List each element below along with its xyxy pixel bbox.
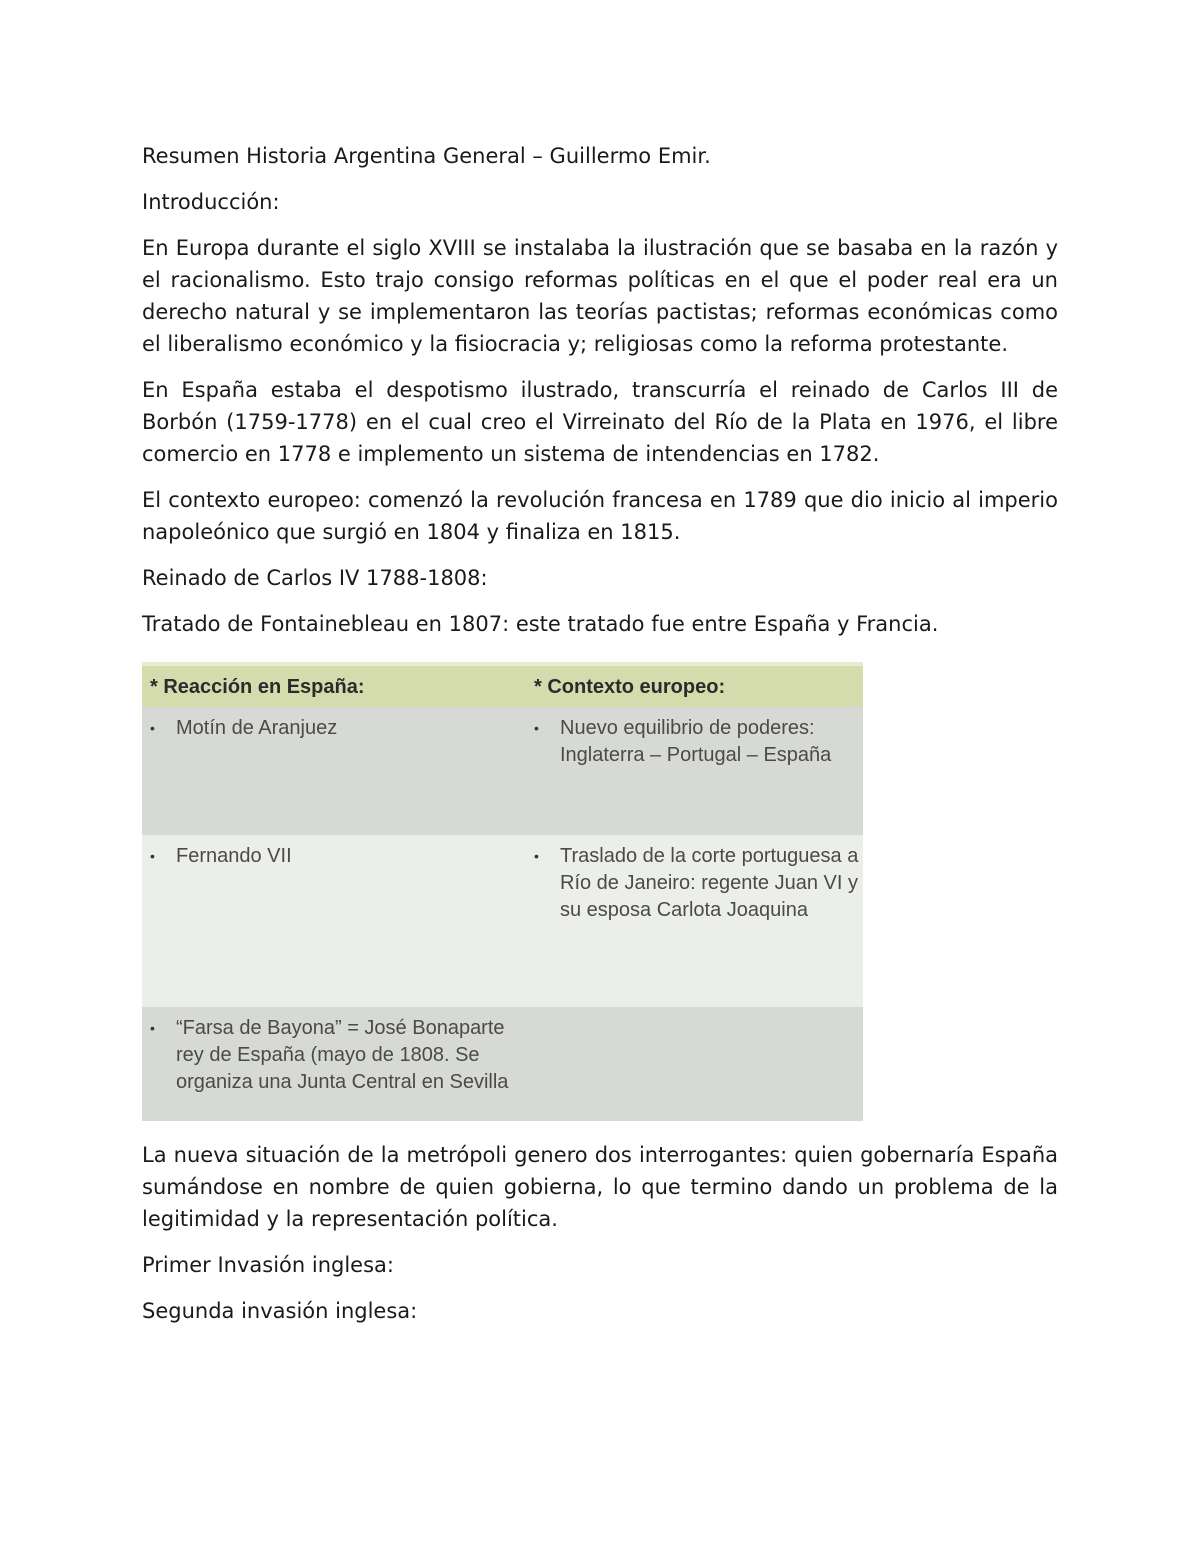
bullet-text: Fernando VII (176, 845, 292, 867)
document-title: Resumen Historia Argentina General – Guillermo Emir. (142, 144, 711, 168)
bullet-icon: • (150, 720, 155, 736)
bullet-text: Traslado de la corte portuguesa a Río de Janeiro: regente Juan VI y su esposa Carlota Joaquina (560, 845, 859, 921)
paragraph-legitimidad: La nueva situación de la metrópoli genero dos interrogantes: quien gobernaría España sumándose en nombre de quien gobierna, lo que termino dando un problema de la legitimidad y la representación política. (142, 1143, 1058, 1231)
bullet-icon: • (534, 848, 539, 864)
slide-table (142, 662, 863, 1121)
table-cell (526, 707, 863, 835)
segunda-invasion-heading: Segunda invasión inglesa: (142, 1299, 418, 1323)
bullet-item (534, 715, 859, 769)
paragraph-contexto-europeo: El contexto europeo: comenzó la revolución francesa en 1789 que dio inicio al imperio napoleónico que surgió en 1804 y finaliza en 1815. (142, 488, 1058, 544)
table-cell (142, 835, 526, 1007)
paragraph-ilustracion: En Europa durante el siglo XVIII se instalaba la ilustración que se basaba en la razón y el racionalismo. Esto trajo consigo reformas políticas en el que el poder real era un derecho natural y se implementaron las teorías pactistas; reformas económicas como el liberalismo económico y la fisiocracia y; religiosas como la reforma protestante. (142, 236, 1058, 356)
bullet-text: Nuevo equilibrio de poderes: Inglaterra – Portugal – España (560, 717, 832, 766)
bullet-item (150, 715, 522, 742)
bullet-icon: • (150, 848, 155, 864)
intro-heading: Introducción: (142, 190, 280, 214)
bullet-item (150, 1015, 522, 1096)
table-cell (526, 835, 863, 1007)
bullet-icon: • (150, 1020, 155, 1036)
table-row (142, 707, 863, 835)
header-reaccion-espana: * Reacción en España: (142, 664, 526, 707)
table-row (142, 1007, 863, 1121)
table-cell (142, 1007, 526, 1121)
primera-invasion-heading: Primer Invasión inglesa: (142, 1253, 394, 1277)
bullet-text: Motín de Aranjuez (176, 717, 338, 739)
bullet-icon: • (534, 720, 539, 736)
table-row (142, 835, 863, 1007)
document-page (142, 140, 1058, 1341)
bullet-item (150, 843, 522, 870)
table-cell-empty (526, 1007, 863, 1121)
header-contexto-europeo: * Contexto europeo: (526, 664, 863, 707)
slide-table-header-row (142, 664, 863, 707)
tratado-paragraph: Tratado de Fontainebleau en 1807: este tratado fue entre España y Francia. (142, 612, 939, 636)
bullet-item (534, 843, 859, 924)
bullet-text: “Farsa de Bayona” = José Bonaparte rey de España (mayo de 1808. Se organiza una Junta Central en Sevilla (176, 1017, 509, 1093)
paragraph-espana: En España estaba el despotismo ilustrado, transcurría el reinado de Carlos III de Borbón (1759-1778) en el cual creo el Virreinato del Río de la Plata en 1976, el libre comercio en 1778 e implemento un sistema de intendencias en 1782. (142, 378, 1058, 466)
reinado-heading: Reinado de Carlos IV 1788-1808: (142, 566, 488, 590)
table-cell (142, 707, 526, 835)
